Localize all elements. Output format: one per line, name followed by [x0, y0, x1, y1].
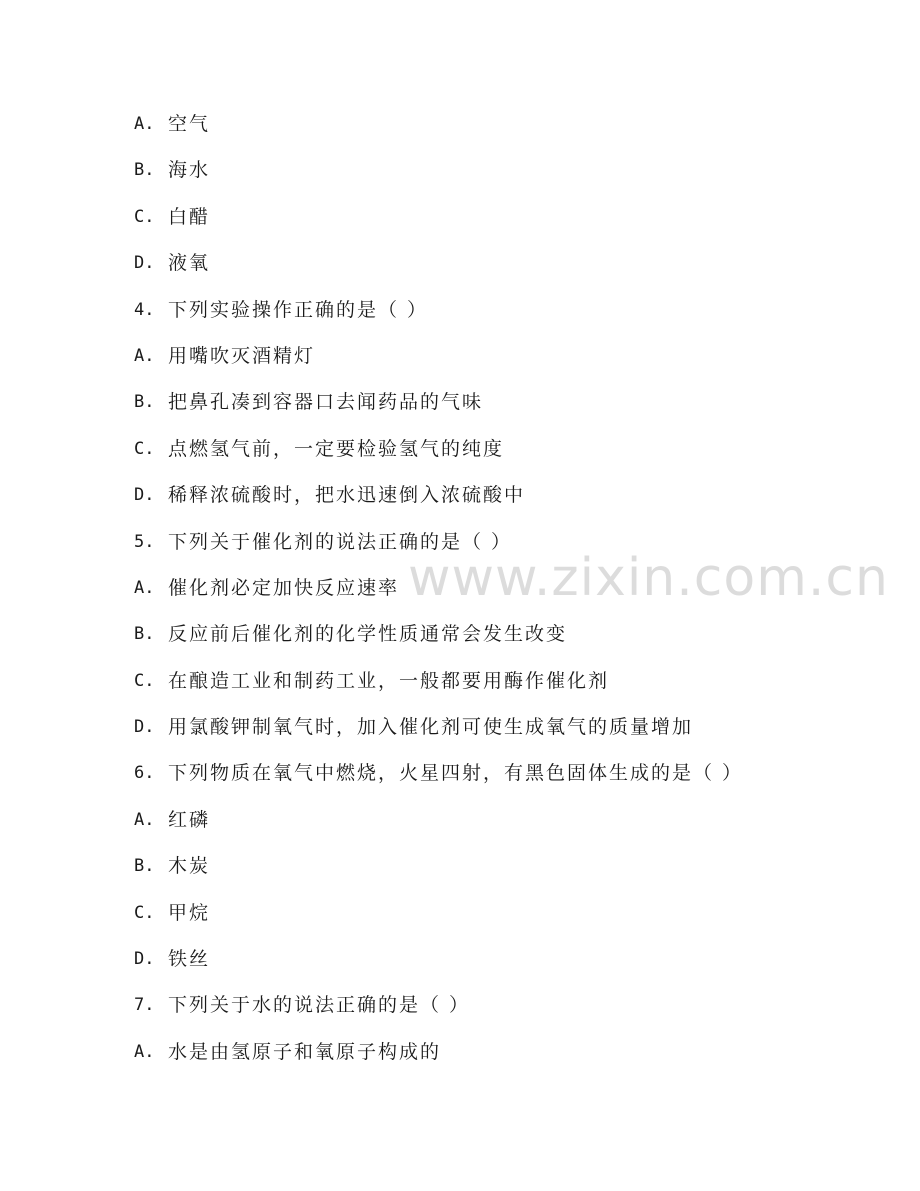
- option-line: [134, 386, 854, 432]
- line-text: 铁丝: [168, 948, 211, 971]
- option-line: [134, 943, 854, 989]
- option-line: [134, 108, 854, 154]
- line-text: 水是由氢原子和氧原子构成的: [168, 1040, 442, 1063]
- question-number: 6.: [134, 763, 155, 784]
- line-text: 催化剂必定加快反应速率: [168, 576, 400, 599]
- line-label: C.: [134, 206, 155, 227]
- question-number: 7.: [134, 995, 155, 1016]
- option-line: [134, 665, 854, 711]
- question-text: 下列物质在氧气中燃烧，火星四射，有黑色固体生成的是（ ）: [168, 762, 744, 785]
- line-text: 木炭: [168, 855, 211, 878]
- line-text: 海水: [168, 159, 211, 182]
- question-list: [134, 108, 854, 1082]
- line-label: B.: [134, 160, 155, 181]
- line-text: 用氯酸钾制氧气时，加入催化剂可使生成氧气的质量增加: [168, 716, 694, 739]
- option-line: [134, 340, 854, 386]
- line-text: 空气: [168, 113, 211, 135]
- question-line: [134, 757, 854, 803]
- line-label: D.: [134, 717, 155, 738]
- option-line: [134, 711, 854, 757]
- question-text: 下列关于催化剂的说法正确的是（ ）: [168, 530, 513, 553]
- line-text: 白醋: [168, 205, 211, 228]
- line-label: C.: [134, 438, 155, 459]
- line-label: A.: [134, 345, 155, 366]
- line-label: C.: [134, 902, 155, 923]
- line-label: A.: [134, 114, 155, 134]
- option-line: [134, 804, 854, 850]
- line-text: 在酿造工业和制药工业，一般都要用酶作催化剂: [168, 669, 610, 692]
- question-line: [134, 989, 854, 1035]
- option-line: [134, 154, 854, 200]
- line-text: 反应前后催化剂的化学性质通常会发生改变: [168, 623, 568, 646]
- option-line: [134, 850, 854, 896]
- line-label: B.: [134, 856, 155, 877]
- option-line: [134, 1036, 854, 1082]
- line-text: 用嘴吹灭酒精灯: [168, 344, 316, 367]
- line-text: 稀释浓硫酸时，把水迅速倒入浓硫酸中: [168, 484, 526, 507]
- line-text: 把鼻孔凑到容器口去闻药品的气味: [168, 391, 484, 414]
- option-line: [134, 618, 854, 664]
- line-label: D.: [134, 253, 155, 274]
- line-label: D.: [134, 485, 155, 506]
- question-line: [134, 526, 854, 572]
- line-label: A.: [134, 577, 155, 598]
- question-text: 下列关于水的说法正确的是（ ）: [168, 994, 471, 1017]
- option-line: [134, 433, 854, 479]
- line-label: A.: [134, 1041, 155, 1062]
- line-label: A.: [134, 809, 155, 830]
- question-line: [134, 294, 854, 340]
- line-label: D.: [134, 949, 155, 970]
- watermark-text: www.zixin.com.cn: [408, 548, 889, 608]
- option-line: [134, 897, 854, 943]
- option-line: [134, 247, 854, 293]
- option-line: [134, 201, 854, 247]
- question-number: 4.: [134, 299, 155, 320]
- line-text: 液氧: [168, 252, 211, 275]
- line-label: B.: [134, 624, 155, 645]
- line-text: 甲烷: [168, 901, 211, 924]
- question-number: 5.: [134, 531, 155, 552]
- question-text: 下列实验操作正确的是（ ）: [168, 298, 429, 321]
- line-label: B.: [134, 392, 155, 413]
- option-line: [134, 572, 854, 618]
- line-label: C.: [134, 670, 155, 691]
- line-text: 红磷: [168, 808, 211, 831]
- option-line: [134, 479, 854, 525]
- line-text: 点燃氢气前，一定要检验氢气的纯度: [168, 437, 505, 460]
